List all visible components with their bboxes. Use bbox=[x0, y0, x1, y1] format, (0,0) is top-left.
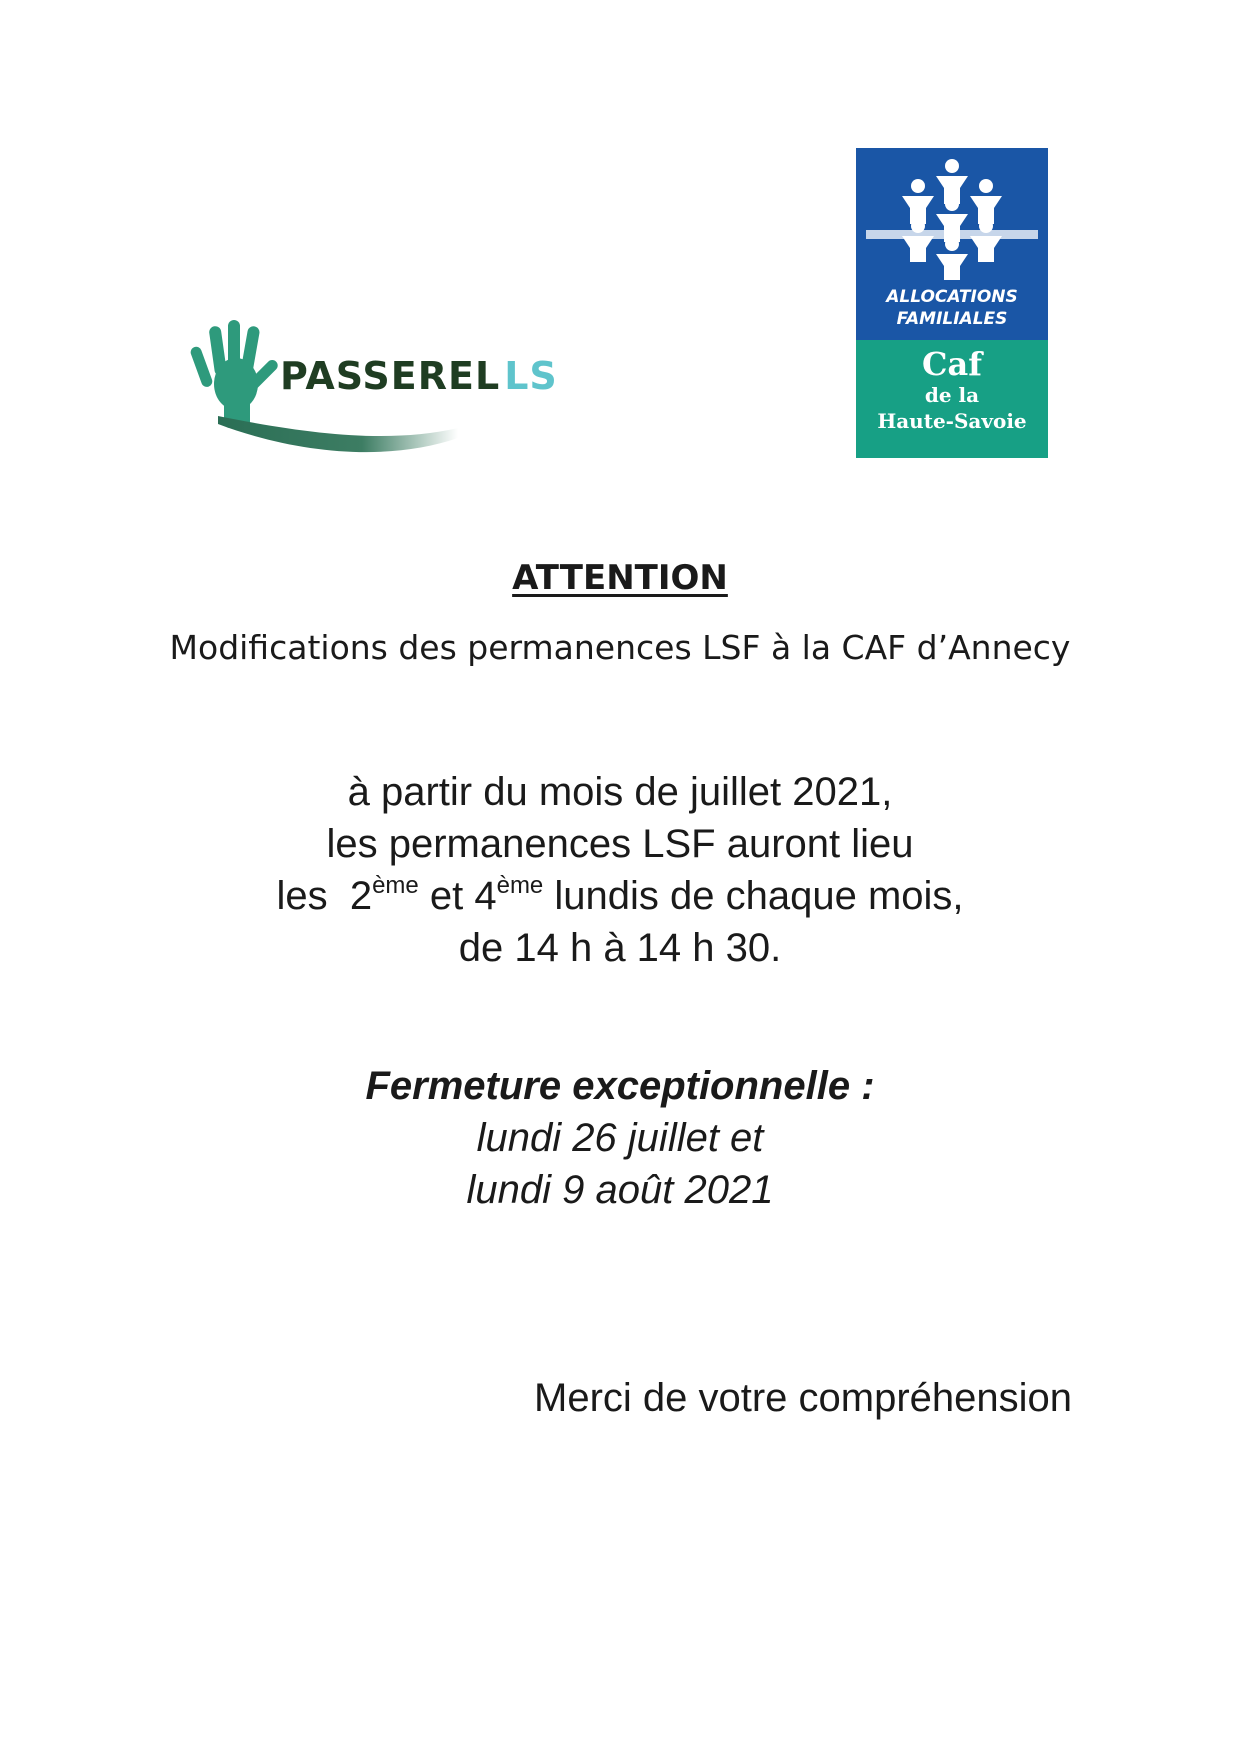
notice-subtitle: Modifications des permanences LSF à la CAF d’Annecy bbox=[169, 628, 1071, 667]
caf-name: Caf bbox=[922, 345, 982, 383]
caf-logo bbox=[856, 148, 1048, 458]
schedule-sup2: ème bbox=[496, 872, 544, 899]
caf-sub1: de la bbox=[924, 383, 980, 407]
schedule-line3-c: lundis de chaque mois, bbox=[543, 874, 964, 918]
schedule-sup1: ème bbox=[372, 872, 419, 899]
caf-logo-bottom bbox=[856, 340, 1048, 458]
schedule-line3 bbox=[0, 870, 1240, 922]
schedule-line3-a: les 2 bbox=[276, 874, 373, 918]
passerells-wordmark bbox=[280, 354, 558, 398]
schedule-block bbox=[0, 766, 1240, 974]
caf-allocations-text bbox=[856, 286, 1048, 330]
schedule-line4: de 14 h à 14 h 30. bbox=[458, 926, 782, 970]
thanks-text: Merci de votre compréhension bbox=[534, 1376, 1073, 1420]
closure-line2: lundi 9 août 2021 bbox=[466, 1168, 774, 1212]
schedule-line3-b: et 4 bbox=[418, 874, 497, 918]
schedule-line1: à partir du mois de juillet 2021, bbox=[347, 770, 893, 814]
ls-text: LS bbox=[504, 354, 558, 398]
closure-block bbox=[0, 1060, 1240, 1216]
closure-title: Fermeture exceptionnelle : bbox=[365, 1064, 875, 1108]
caf-logo-top bbox=[856, 148, 1048, 340]
closure-line1: lundi 26 juillet et bbox=[476, 1116, 764, 1160]
caf-line2: FAMILIALES bbox=[896, 309, 1008, 329]
caf-line1: ALLOCATIONS bbox=[886, 287, 1018, 307]
caf-sub2: Haute-Savoie bbox=[877, 409, 1027, 433]
passerells-logo bbox=[188, 312, 558, 462]
passerel-text: PASSEREL bbox=[280, 354, 501, 398]
notice-title: ATTENTION bbox=[512, 558, 728, 598]
schedule-line2: les permanences LSF auront lieu bbox=[326, 822, 914, 866]
